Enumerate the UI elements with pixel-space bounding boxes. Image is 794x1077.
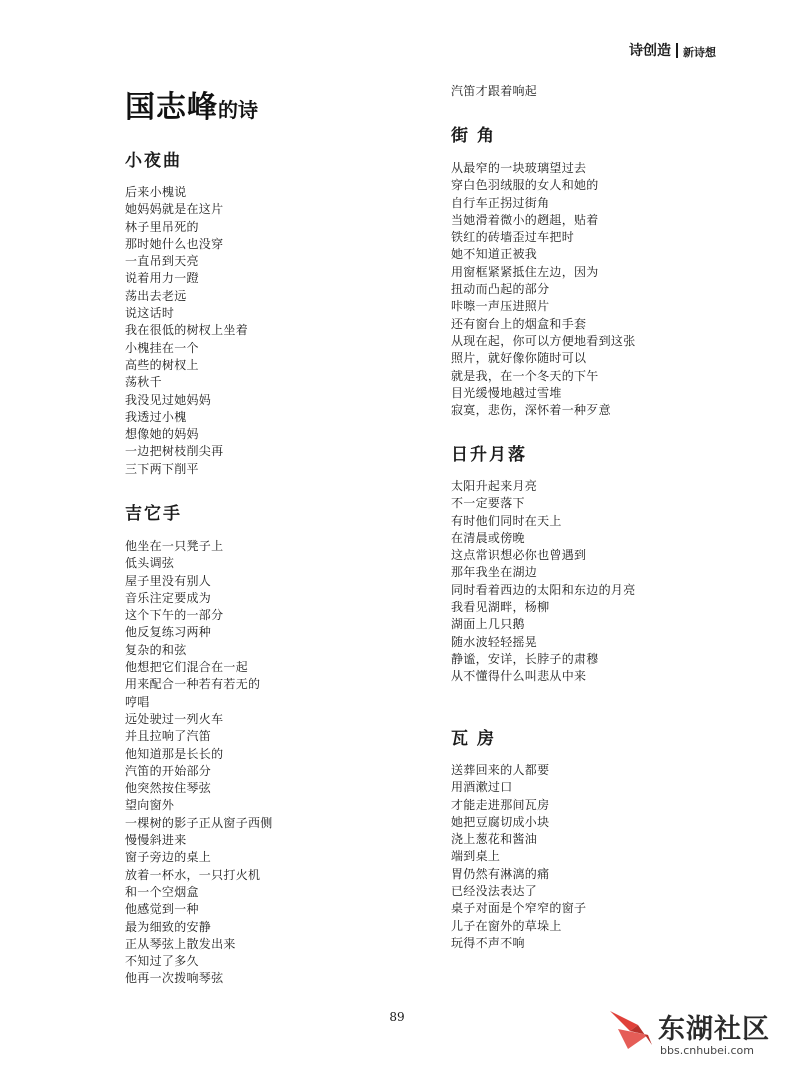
poem-line: 他突然按住琴弦 bbox=[125, 781, 212, 796]
poem-line: 慢慢斜进来 bbox=[125, 833, 187, 848]
poem-line: 随水波轻轻摇晃 bbox=[451, 634, 538, 649]
poem-line: 不一定要落下 bbox=[451, 496, 525, 511]
poem-line: 最为细致的安静 bbox=[125, 919, 212, 934]
poem-line: 我透过小槐 bbox=[125, 409, 187, 424]
poem-line: 这个下午的一部分 bbox=[125, 608, 224, 623]
poem-line: 才能走进那间瓦房 bbox=[451, 797, 550, 812]
poem-line: 在清晨或傍晚 bbox=[451, 530, 525, 545]
poem-line: 复杂的和弦 bbox=[125, 642, 187, 657]
poem-body-5 bbox=[451, 762, 586, 952]
poem-line: 穿白色羽绒服的女人和她的 bbox=[451, 178, 599, 193]
poem-line: 湖面上几只鹅 bbox=[451, 617, 525, 632]
poem-line: 用窗框紧紧抵住左边，因为 bbox=[451, 264, 599, 279]
poem-line: 他想把它们混合在一起 bbox=[125, 660, 249, 675]
poem-line: 从不懂得什么叫悲从中来 bbox=[451, 669, 587, 684]
poem-line: 她把豆腐切成小块 bbox=[451, 814, 550, 829]
poem-body-2 bbox=[125, 538, 273, 988]
page-number: 89 bbox=[389, 1010, 405, 1024]
poem-line: 屋子里没有别人 bbox=[125, 573, 212, 588]
poem-line: 一直吊到天亮 bbox=[125, 254, 199, 269]
poem-line: 他知道那是长长的 bbox=[125, 746, 224, 761]
poem-line: 胃仍然有淋漓的痛 bbox=[451, 866, 550, 881]
poem-line: 三下两下削平 bbox=[125, 461, 199, 476]
poem-line: 望向窗外 bbox=[125, 798, 175, 813]
poem-line: 那时她什么也没穿 bbox=[125, 236, 224, 251]
poem-line: 扭动而凸起的部分 bbox=[451, 282, 550, 297]
poem-line: 用酒漱过口 bbox=[451, 780, 513, 795]
watermark-name: 东湖社区 bbox=[658, 1014, 770, 1045]
poem-body-3 bbox=[451, 160, 636, 419]
poem-line: 想像她的妈妈 bbox=[125, 427, 199, 442]
poem-line: 我看见湖畔，杨柳 bbox=[451, 600, 550, 615]
poem-line: 不知过了多久 bbox=[125, 954, 199, 969]
poem-line: 送葬回来的人都要 bbox=[451, 763, 550, 777]
bird-logo-icon bbox=[608, 1005, 654, 1051]
poem-title-3: 街角 bbox=[451, 126, 503, 146]
poem-line: 照片，就好像你随时可以 bbox=[451, 351, 587, 366]
poem-line: 已经没法表达了 bbox=[451, 884, 538, 899]
poem-line: 后来小槐说 bbox=[125, 185, 187, 199]
poem-line: 一棵树的影子正从窗子西侧 bbox=[125, 815, 273, 830]
poem-line: 玩得不声不响 bbox=[451, 935, 525, 950]
poem-line: 桌子对面是个窄窄的窗子 bbox=[451, 901, 587, 916]
poem-title-1: 小夜曲 bbox=[125, 151, 182, 171]
poem-line: 端到桌上 bbox=[451, 849, 501, 864]
poem-body-2-continued bbox=[451, 83, 537, 100]
poem-line: 儿子在窗外的草垛上 bbox=[451, 918, 562, 933]
poem-line: 从最窄的一块玻璃望过去 bbox=[451, 161, 587, 175]
poem-title-5: 瓦房 bbox=[451, 729, 503, 749]
page-title bbox=[125, 82, 258, 126]
poem-line: 他反复练习两种 bbox=[125, 625, 212, 640]
poem-line: 并且拉响了汽笛 bbox=[125, 729, 212, 744]
poem-line: 哼唱 bbox=[125, 694, 150, 709]
poem-line: 汽笛才跟着响起 bbox=[451, 84, 538, 98]
poem-line: 用来配合一种若有若无的 bbox=[125, 677, 261, 692]
poem-line: 窗子旁边的桌上 bbox=[125, 850, 212, 865]
poem-line: 低头调弦 bbox=[125, 556, 175, 571]
watermark bbox=[608, 1001, 780, 1063]
poem-line: 寂寞，悲伤，深怀着一种歹意 bbox=[451, 403, 611, 418]
poem-line: 还有窗台上的烟盒和手套 bbox=[451, 316, 587, 331]
poem-line: 说着用力一蹬 bbox=[125, 271, 199, 286]
poem-line: 那年我坐在湖边 bbox=[451, 565, 538, 580]
poem-line: 铁红的砖墙歪过车把时 bbox=[451, 230, 575, 245]
poem-line: 和一个空烟盒 bbox=[125, 884, 199, 899]
poem-body-1 bbox=[125, 184, 248, 478]
title-suffix: 的诗 bbox=[218, 98, 258, 122]
watermark-url: bbs.cnhubei.com bbox=[660, 1044, 754, 1057]
poem-line: 有时他们同时在天上 bbox=[451, 513, 562, 528]
poem-line: 他再一次拨响琴弦 bbox=[125, 971, 224, 986]
poem-line: 同时看着西边的太阳和东边的月亮 bbox=[451, 582, 636, 597]
running-header bbox=[629, 40, 716, 60]
poem-line: 我没见过她妈妈 bbox=[125, 392, 212, 407]
header-divider bbox=[676, 43, 678, 58]
poem-line: 汽笛的开始部分 bbox=[125, 763, 212, 778]
poem-line: 就是我，在一个冬天的下午 bbox=[451, 368, 599, 383]
poem-line: 静谧，安详，长脖子的肃穆 bbox=[451, 651, 599, 666]
poem-line: 浇上葱花和酱油 bbox=[451, 832, 538, 847]
poem-line: 自行车正拐过街角 bbox=[451, 195, 550, 210]
poem-line: 远处驶过一列火车 bbox=[125, 711, 224, 726]
poem-line: 她不知道正被我 bbox=[451, 247, 538, 262]
poem-line: 林子里吊死的 bbox=[125, 219, 199, 234]
poem-line: 高些的树杈上 bbox=[125, 357, 199, 372]
poem-line: 从现在起，你可以方便地看到这张 bbox=[451, 333, 636, 348]
poem-line: 咔嚓一声压进照片 bbox=[451, 299, 550, 314]
poem-line: 太阳升起来月亮 bbox=[451, 479, 538, 493]
poem-line: 她妈妈就是在这片 bbox=[125, 202, 224, 217]
poem-line: 这点常识想必你也曾遇到 bbox=[451, 548, 587, 563]
poem-line: 荡秋千 bbox=[125, 375, 162, 390]
poem-line: 正从琴弦上散发出来 bbox=[125, 936, 236, 951]
poem-line: 放着一杯水，一只打火机 bbox=[125, 867, 261, 882]
poem-line: 一边把树枝削尖再 bbox=[125, 444, 224, 459]
poem-line: 目光缓慢地越过雪堆 bbox=[451, 385, 562, 400]
author-name: 国志峰 bbox=[125, 90, 218, 125]
poem-line: 荡出去老远 bbox=[125, 288, 187, 303]
poem-line: 他感觉到一种 bbox=[125, 902, 199, 917]
poem-line: 他坐在一只凳子上 bbox=[125, 539, 224, 553]
poem-body-4 bbox=[451, 478, 636, 686]
poem-line: 说这话时 bbox=[125, 306, 175, 321]
poem-line: 音乐注定要成为 bbox=[125, 590, 212, 605]
poem-line: 当她滑着微小的趔趄，贴着 bbox=[451, 212, 599, 227]
poem-line: 我在很低的树杈上坐着 bbox=[125, 323, 249, 338]
poem-title-4: 日升月落 bbox=[451, 445, 527, 465]
header-subsection: 新诗想 bbox=[683, 46, 716, 59]
header-section: 诗创造 bbox=[629, 43, 671, 59]
poem-title-2: 吉它手 bbox=[125, 504, 182, 524]
poem-line: 小槐挂在一个 bbox=[125, 340, 199, 355]
